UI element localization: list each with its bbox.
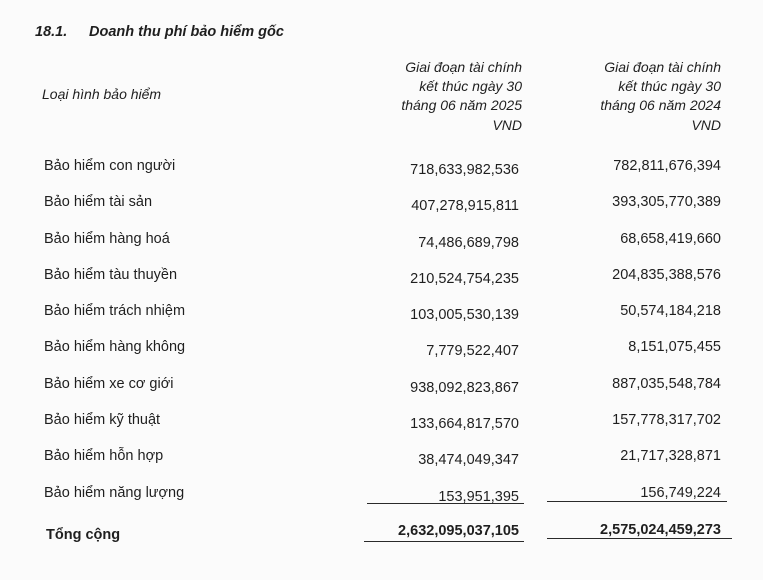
value-2025: 133,664,817,570 [410, 416, 519, 433]
period-header-line: tháng 06 năm 2024 [600, 97, 721, 113]
value-2024: 50,574,184,218 [620, 303, 721, 320]
period-header-line: kết thúc ngày 30 [618, 78, 721, 94]
total-row [0, 522, 763, 548]
value-2024: 157,778,317,702 [612, 412, 721, 429]
row-label: Bảo hiểm tàu thuyền [44, 266, 178, 283]
period-header-line: kết thúc ngày 30 [419, 78, 522, 94]
currency-unit: VND [691, 117, 721, 133]
row-label: Bảo hiểm năng lượng [44, 484, 185, 501]
section-number: 18.1. [35, 24, 68, 40]
table-row [0, 410, 763, 446]
section-heading [35, 24, 284, 40]
section-title: Doanh thu phí bảo hiểm gốc [89, 24, 284, 40]
value-2025: 938,092,823,867 [410, 379, 519, 396]
table-row [0, 374, 763, 410]
period-header-line: Giai đoạn tài chính [604, 59, 721, 75]
period-header-line: tháng 06 năm 2025 [401, 97, 522, 113]
row-label: Bảo hiểm hàng hoá [44, 230, 170, 247]
subtotal-rule-2025 [367, 503, 524, 504]
row-label: Bảo hiểm kỹ thuật [44, 412, 161, 429]
value-2025: 103,005,530,139 [410, 307, 519, 324]
value-2024: 68,658,419,660 [620, 230, 721, 247]
row-label: Bảo hiểm xe cơ giới [44, 375, 174, 392]
table-row [0, 337, 763, 373]
row-label: Bảo hiểm hàng không [44, 339, 186, 356]
total-label: Tổng cộng [46, 527, 121, 543]
value-2024: 21,717,328,871 [620, 448, 721, 465]
total-value-2024: 2,575,024,459,273 [600, 522, 721, 538]
value-2024: 204,835,388,576 [612, 266, 721, 283]
value-2024: 156,749,224 [640, 484, 721, 501]
currency-unit: VND [492, 117, 522, 133]
value-2024: 887,035,548,784 [612, 375, 721, 392]
row-label: Bảo hiểm hỗn hợp [44, 448, 164, 465]
value-2025: 153,951,395 [438, 488, 519, 505]
table-row [0, 229, 763, 265]
total-rule-2025 [364, 541, 524, 542]
value-2025: 74,486,689,798 [418, 234, 519, 251]
subtotal-rule-2024 [547, 501, 727, 502]
row-label: Bảo hiểm trách nhiệm [44, 303, 186, 320]
value-2024: 393,305,770,389 [612, 194, 721, 211]
row-label: Bảo hiểm con người [44, 158, 176, 174]
total-value-2025: 2,632,095,037,105 [398, 523, 519, 539]
row-label: Bảo hiểm tài sản [44, 194, 153, 211]
table-row [0, 265, 763, 301]
value-2024: 8,151,075,455 [628, 339, 721, 356]
table-row [0, 446, 763, 482]
revenue-table-body [0, 156, 763, 519]
total-rule-2024 [547, 538, 732, 539]
column-header-insurance-type: Loại hình bảo hiểm [42, 86, 162, 102]
table-row [0, 156, 763, 192]
value-2025: 38,474,049,347 [418, 452, 519, 469]
table-row [0, 192, 763, 228]
table-row [0, 301, 763, 337]
value-2025: 718,633,982,536 [410, 162, 519, 178]
value-2024: 782,811,676,394 [613, 158, 721, 174]
value-2025: 210,524,754,235 [410, 270, 519, 287]
value-2025: 7,779,522,407 [426, 343, 519, 360]
column-header-period-2025 [352, 58, 522, 135]
value-2025: 407,278,915,811 [411, 198, 519, 215]
period-header-line: Giai đoạn tài chính [405, 59, 522, 75]
column-header-period-2024 [551, 58, 721, 135]
